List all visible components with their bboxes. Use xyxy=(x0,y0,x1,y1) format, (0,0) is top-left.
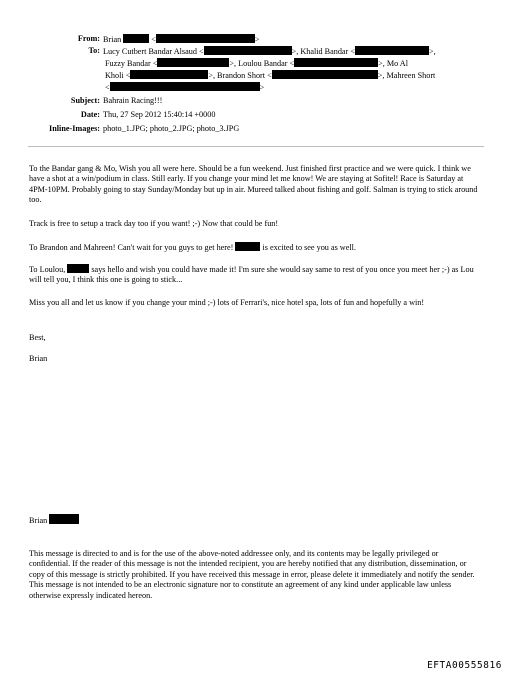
recipient: Lucy Cutbert Bandar Alsaud xyxy=(103,47,197,56)
recipient: Fuzzy Bandar xyxy=(105,59,151,68)
redaction xyxy=(157,58,229,67)
from-name: Brian xyxy=(103,35,122,44)
redaction xyxy=(49,514,79,524)
redaction xyxy=(235,242,260,251)
from-label: From: xyxy=(77,34,100,43)
to-line-3: Kholi < >, Brandon Short < >, Mahreen Short xyxy=(105,71,436,80)
header-divider xyxy=(28,146,484,147)
inline-images-value: photo_1.JPG; photo_2.JPG; photo_3.JPG xyxy=(103,124,240,133)
redaction xyxy=(272,70,378,79)
subject-label: Subject: xyxy=(70,96,100,105)
from-value: Brian < > xyxy=(103,35,260,44)
recipient: Kholi xyxy=(105,71,124,80)
to-line-2: Fuzzy Bandar < >, Loulou Bandar < >, Mo Al xyxy=(105,59,408,68)
document-id: EFTA00555816 xyxy=(427,660,502,671)
closing: Best, xyxy=(29,333,46,342)
to-line-1: Lucy Cutbert Bandar Alsaud < >, Khalid Bandar < >, xyxy=(103,47,436,56)
sender-name: Brian xyxy=(29,354,48,363)
to-line-4: < > xyxy=(105,83,265,92)
redaction xyxy=(110,82,260,91)
subject-value: Bahrain Racing!!! xyxy=(103,96,163,105)
email-paragraph-3: To Brandon and Mahreen! Can't wait for you guys to get here! is excited to see you as well. xyxy=(29,243,356,252)
redaction xyxy=(294,58,378,67)
to-label: To: xyxy=(88,46,100,55)
email-paragraph-2: Track is free to setup a track day too if you want! ;-) Now that could be fun! xyxy=(29,219,279,228)
inline-images-label: Inline-Images: xyxy=(49,124,100,133)
email-paragraph-4: To Loulou, says hello and wish you could have made it! I'm sure she would say same to rest of you once you meet her ;-) as Lou will tell you, I think this one is going to stick... xyxy=(29,265,474,285)
recipient: Mahreen Short xyxy=(386,71,436,80)
recipient: Loulou Bandar xyxy=(238,59,288,68)
redaction xyxy=(130,70,208,79)
redaction xyxy=(123,34,149,43)
recipient: Mo Al xyxy=(386,59,408,68)
redaction xyxy=(67,264,89,273)
recipient: Khalid Bandar xyxy=(300,47,349,56)
email-paragraph-1: To the Bandar gang & Mo, Wish you all were here. Should be a fun weekend. Just finished first practice and we were quick. I think we have a shot at a win/podium in class. Still early. If you change your mind let me know! We are staying at Sofitel! Race is Saturday at 4PM-10PM. Probably going to stay Sunday/Monday but up in air. Mureed talked about fishing and golf. Salman is trying to stick around too. xyxy=(29,164,478,205)
legal-disclaimer: This message is directed to and is for the use of the above-noted addressee only, and its contents may be legally privileged or confidential. If the reader of this message is not the intended recipient, you are hereby notified that any distribution, dissemination, or copy of this message is strictly prohibited. If you have received this message in error, please delete it immediately and notify the sender. This message is not intended to be an electronic signature nor to constitute an agreement of any kind under applicable law unless otherwise expressly indicated hereon. xyxy=(29,549,475,600)
date-label: Date: xyxy=(80,110,100,119)
redaction xyxy=(355,46,429,55)
signature: Brian xyxy=(29,514,481,526)
email-paragraph-5: Miss you all and let us know if you change your mind ;-) lots of Ferrari's, nice hotel spa, lots of fun and hopefully a win! xyxy=(29,298,425,307)
redaction xyxy=(204,46,292,55)
recipient: Brandon Short xyxy=(217,71,266,80)
redaction xyxy=(156,34,255,43)
date-value: Thu, 27 Sep 2012 15:40:14 +0000 xyxy=(103,110,216,119)
